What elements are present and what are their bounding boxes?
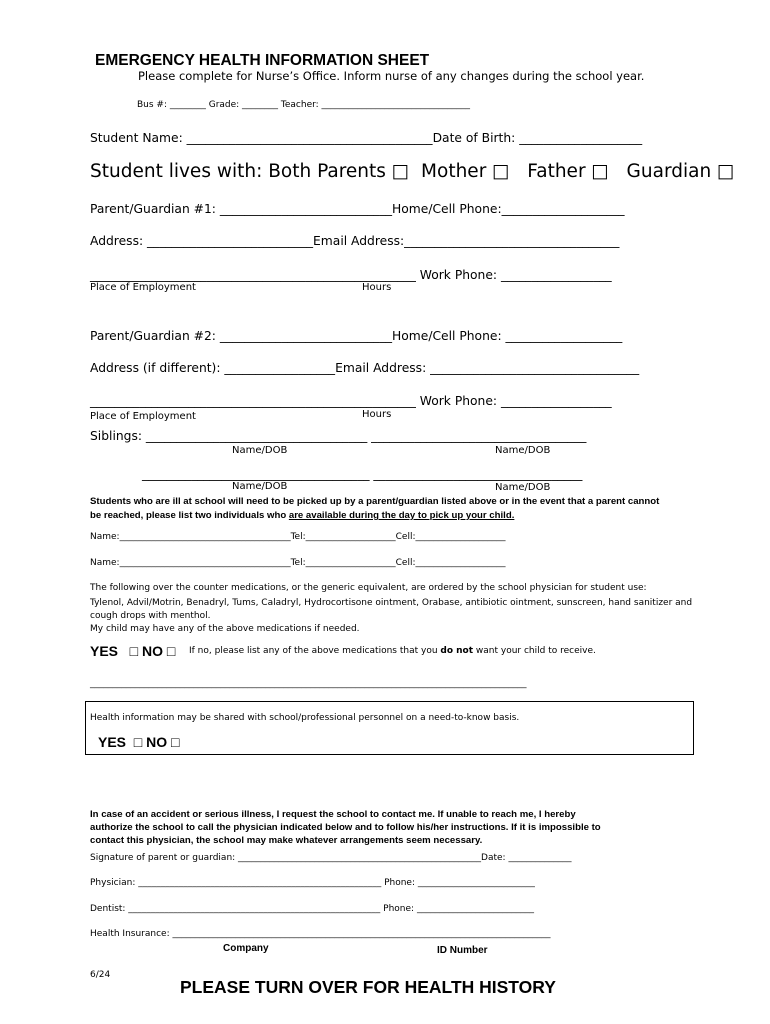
medications-intro: The following over the counter medications, or the generic equivalent, are ordered by the school physician for student use:	[90, 583, 647, 593]
bus-grade-teacher-line[interactable]: Bus #: ________ Grade: ________ Teacher: _________________________________	[137, 100, 471, 110]
sibling-name-dob-label: Name/DOB	[232, 445, 288, 456]
turn-over-notice: PLEASE TURN OVER FOR HEALTH HISTORY	[180, 977, 556, 997]
pickup-contact-2[interactable]: Name:______________________________________Tel:____________________Cell:____________________	[90, 558, 506, 568]
sibling-name-dob-label: Name/DOB	[232, 481, 288, 492]
medications-list-1: Tylenol, Advil/Motrin, Benadryl, Tums, Caladryl, Hydrocortisone ointment, Orabase, antibiotic ointment, sunscreen, hand sanitizer and	[90, 598, 693, 608]
student-lives-with[interactable]: Student lives with: Both Parents □ Mother □ Father □ Guardian □	[90, 161, 735, 182]
pickup-underlined-text: are available during the day to pick up your child.	[288, 510, 515, 521]
medications-yes-no[interactable]: YES □ NO □	[90, 643, 176, 659]
siblings-line-2[interactable]: _____________________________________ __________________________________	[142, 467, 583, 481]
guardian1-hours-label: Hours	[362, 282, 392, 293]
insurance-line[interactable]: Health Insurance: ____________________________________________________________________________________	[90, 929, 551, 939]
guardian2-place-label: Place of Employment	[90, 411, 196, 422]
share-yes-no[interactable]: YES □ NO □	[98, 734, 180, 750]
guardian2-address-email-line[interactable]: Address (if different): __________________Email Address: __________________________________	[90, 361, 640, 375]
sibling-name-dob-label: Name/DOB	[495, 445, 551, 456]
pickup-text-1: Students who are ill at school will need to be picked up by a parent/guardian listed above or in the event that a parent cannot	[90, 496, 660, 507]
medications-if-no-text: If no, please list any of the above medications that you do not want your child to receive.	[189, 646, 596, 656]
page-title: EMERGENCY HEALTH INFORMATION SHEET	[95, 52, 430, 69]
company-label: Company	[223, 943, 269, 954]
dentist-line[interactable]: Dentist: ________________________________________________________ Phone: __________________________	[90, 904, 534, 914]
guardian1-work-line[interactable]: _____________________________________________________ Work Phone: __________________	[90, 268, 612, 282]
signature-line[interactable]: Signature of parent or guardian: ______________________________________________________Date: ______________	[90, 853, 572, 863]
physician-line[interactable]: Physician: ______________________________________________________ Phone: __________________________	[90, 878, 535, 888]
pickup-text-2: be reached, please list two individuals who are available during the day to pick up your child.	[90, 510, 515, 521]
emergency-text-1: In case of an accident or serious illness, I request the school to contact me. If unable to reach me, I hereby	[90, 809, 576, 820]
medications-list-2: cough drops with menthol.	[90, 611, 211, 621]
page-subtitle: Please complete for Nurse’s Office. Inform nurse of any changes during the school year.	[138, 69, 645, 83]
student-name-dob-line[interactable]: Student Name: ________________________________________Date of Birth: ____________________	[90, 131, 643, 145]
guardian1-address-email-line[interactable]: Address: ___________________________Email Address:___________________________________	[90, 234, 620, 248]
sibling-name-dob-label: Name/DOB	[495, 482, 551, 493]
siblings-line-1[interactable]: Siblings: ____________________________________ ___________________________________	[90, 429, 587, 443]
medications-consent: My child may have any of the above medications if needed.	[90, 624, 360, 634]
guardian2-work-line[interactable]: _____________________________________________________ Work Phone: __________________	[90, 394, 612, 408]
emergency-text-3: contact this physician, the school may make whatever arrangements seem necessary.	[90, 835, 483, 846]
guardian2-hours-label: Hours	[362, 409, 392, 420]
medications-blank-line[interactable]: _________________________________________________________________________________________________	[90, 679, 527, 689]
guardian1-place-label: Place of Employment	[90, 282, 196, 293]
guardian1-name-phone-line[interactable]: Parent/Guardian #1: ____________________________Home/Cell Phone:____________________	[90, 202, 625, 216]
revision-date: 6/24	[90, 970, 111, 980]
id-number-label: ID Number	[437, 945, 488, 956]
emergency-text-2: authorize the school to call the physician indicated below and to follow his/her instructions. If it is impossible to	[90, 822, 601, 833]
share-info-text: Health information may be shared with school/professional personnel on a need-to-know basis.	[90, 713, 520, 723]
guardian2-name-phone-line[interactable]: Parent/Guardian #2: ____________________________Home/Cell Phone: ___________________	[90, 329, 623, 343]
pickup-contact-1[interactable]: Name:______________________________________Tel:____________________Cell:____________________	[90, 532, 506, 542]
